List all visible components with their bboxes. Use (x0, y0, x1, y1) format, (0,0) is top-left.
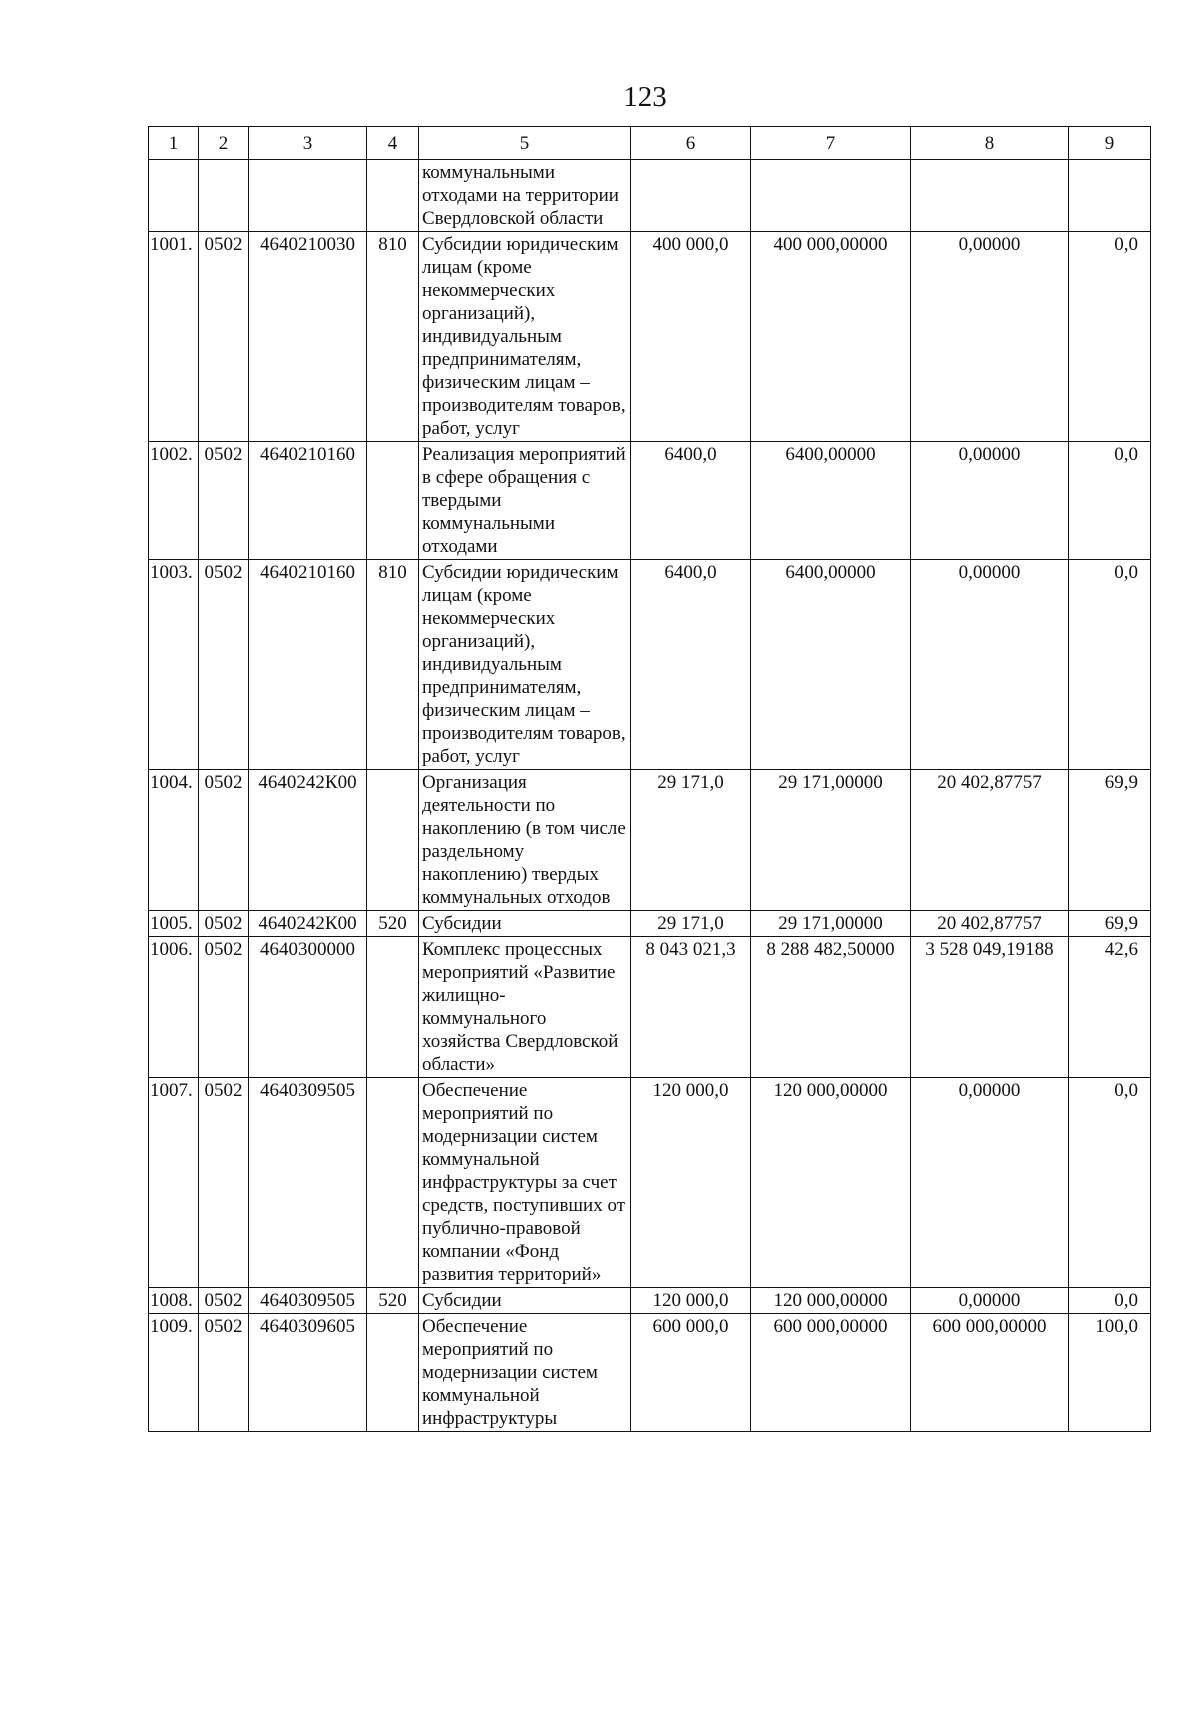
expense-type-code (367, 160, 419, 232)
planned-amount: 6400,0 (631, 442, 751, 560)
page-number: 123 (623, 81, 667, 113)
table-row (149, 1078, 1151, 1288)
row-number: 1002. (149, 442, 199, 560)
column-header: 9 (1069, 127, 1151, 160)
row-description: коммунальными отходами на территории Свердловской области (419, 160, 631, 232)
column-header: 8 (911, 127, 1069, 160)
planned-amount (631, 160, 751, 232)
planned-amount: 29 171,0 (631, 770, 751, 911)
approved-amount: 29 171,00000 (751, 911, 911, 937)
approved-amount: 29 171,00000 (751, 770, 911, 911)
section-code: 0502 (199, 560, 249, 770)
target-article-code: 4640210160 (249, 560, 367, 770)
section-code: 0502 (199, 770, 249, 911)
target-article-code: 4640210160 (249, 442, 367, 560)
table-row (149, 160, 1151, 232)
executed-amount: 0,00000 (911, 232, 1069, 442)
section-code: 0502 (199, 1078, 249, 1288)
column-header: 3 (249, 127, 367, 160)
execution-percent: 42,6 (1069, 937, 1151, 1078)
table-row (149, 1288, 1151, 1314)
row-description: Организация деятельности по накоплению (в том числе раздельному накоплению) твердых коммунальных отходов (419, 770, 631, 911)
planned-amount: 29 171,0 (631, 911, 751, 937)
column-header: 2 (199, 127, 249, 160)
section-code: 0502 (199, 1288, 249, 1314)
execution-percent: 0,0 (1069, 1288, 1151, 1314)
row-number: 1001. (149, 232, 199, 442)
target-article-code: 4640309505 (249, 1078, 367, 1288)
row-description: Обеспечение мероприятий по модернизации систем коммунальной инфраструктуры за счет средств, поступивших от публично-правовой компании «Фонд развития территорий» (419, 1078, 631, 1288)
column-header: 4 (367, 127, 419, 160)
target-article-code: 4640210030 (249, 232, 367, 442)
approved-amount: 120 000,00000 (751, 1078, 911, 1288)
row-number: 1003. (149, 560, 199, 770)
table-row (149, 232, 1151, 442)
executed-amount (911, 160, 1069, 232)
section-code: 0502 (199, 232, 249, 442)
approved-amount: 6400,00000 (751, 442, 911, 560)
expense-type-code: 810 (367, 232, 419, 442)
expense-type-code (367, 442, 419, 560)
approved-amount: 400 000,00000 (751, 232, 911, 442)
target-article-code: 4640300000 (249, 937, 367, 1078)
section-code: 0502 (199, 911, 249, 937)
table-row (149, 442, 1151, 560)
header-row (149, 127, 1151, 160)
planned-amount: 120 000,0 (631, 1288, 751, 1314)
expense-type-code (367, 937, 419, 1078)
executed-amount: 0,00000 (911, 1078, 1069, 1288)
executed-amount: 3 528 049,19188 (911, 937, 1069, 1078)
execution-percent: 0,0 (1069, 560, 1151, 770)
target-article-code: 4640309505 (249, 1288, 367, 1314)
row-number: 1007. (149, 1078, 199, 1288)
executed-amount: 600 000,00000 (911, 1314, 1069, 1432)
row-number: 1008. (149, 1288, 199, 1314)
expense-type-code (367, 1078, 419, 1288)
row-number: 1004. (149, 770, 199, 911)
expense-type-code: 810 (367, 560, 419, 770)
row-description: Комплекс процессных мероприятий «Развитие жилищно-коммунального хозяйства Свердловской области» (419, 937, 631, 1078)
approved-amount: 8 288 482,50000 (751, 937, 911, 1078)
execution-percent (1069, 160, 1151, 232)
table-row (149, 1314, 1151, 1432)
target-article-code (249, 160, 367, 232)
planned-amount: 6400,0 (631, 560, 751, 770)
expense-type-code (367, 1314, 419, 1432)
column-header: 6 (631, 127, 751, 160)
executed-amount: 20 402,87757 (911, 911, 1069, 937)
execution-percent: 69,9 (1069, 770, 1151, 911)
execution-percent: 69,9 (1069, 911, 1151, 937)
section-code: 0502 (199, 442, 249, 560)
section-code (199, 160, 249, 232)
row-description: Субсидии юридическим лицам (кроме некоммерческих организаций), индивидуальным предпринимателям, физическим лицам – производителям товаров, работ, услуг (419, 232, 631, 442)
approved-amount (751, 160, 911, 232)
target-article-code: 4640309605 (249, 1314, 367, 1432)
execution-percent: 0,0 (1069, 442, 1151, 560)
expense-type-code: 520 (367, 911, 419, 937)
approved-amount: 600 000,00000 (751, 1314, 911, 1432)
column-header: 7 (751, 127, 911, 160)
row-description: Субсидии (419, 1288, 631, 1314)
table-row (149, 937, 1151, 1078)
planned-amount: 120 000,0 (631, 1078, 751, 1288)
table-row (149, 770, 1151, 911)
planned-amount: 8 043 021,3 (631, 937, 751, 1078)
execution-percent: 0,0 (1069, 232, 1151, 442)
column-header: 1 (149, 127, 199, 160)
budget-table (148, 126, 1151, 1432)
row-description: Субсидии юридическим лицам (кроме некоммерческих организаций), индивидуальным предпринимателям, физическим лицам – производителям товаров, работ, услуг (419, 560, 631, 770)
row-description: Обеспечение мероприятий по модернизации систем коммунальной инфраструктуры (419, 1314, 631, 1432)
planned-amount: 400 000,0 (631, 232, 751, 442)
row-number: 1005. (149, 911, 199, 937)
row-number: 1009. (149, 1314, 199, 1432)
executed-amount: 20 402,87757 (911, 770, 1069, 911)
executed-amount: 0,00000 (911, 442, 1069, 560)
executed-amount: 0,00000 (911, 560, 1069, 770)
row-number: 1006. (149, 937, 199, 1078)
table-row (149, 911, 1151, 937)
target-article-code: 4640242К00 (249, 911, 367, 937)
section-code: 0502 (199, 937, 249, 1078)
executed-amount: 0,00000 (911, 1288, 1069, 1314)
row-description: Реализация мероприятий в сфере обращения с твердыми коммунальными отходами (419, 442, 631, 560)
execution-percent: 0,0 (1069, 1078, 1151, 1288)
row-number (149, 160, 199, 232)
expense-type-code (367, 770, 419, 911)
approved-amount: 6400,00000 (751, 560, 911, 770)
column-header: 5 (419, 127, 631, 160)
section-code: 0502 (199, 1314, 249, 1432)
approved-amount: 120 000,00000 (751, 1288, 911, 1314)
planned-amount: 600 000,0 (631, 1314, 751, 1432)
target-article-code: 4640242К00 (249, 770, 367, 911)
expense-type-code: 520 (367, 1288, 419, 1314)
row-description: Субсидии (419, 911, 631, 937)
table-row (149, 560, 1151, 770)
execution-percent: 100,0 (1069, 1314, 1151, 1432)
